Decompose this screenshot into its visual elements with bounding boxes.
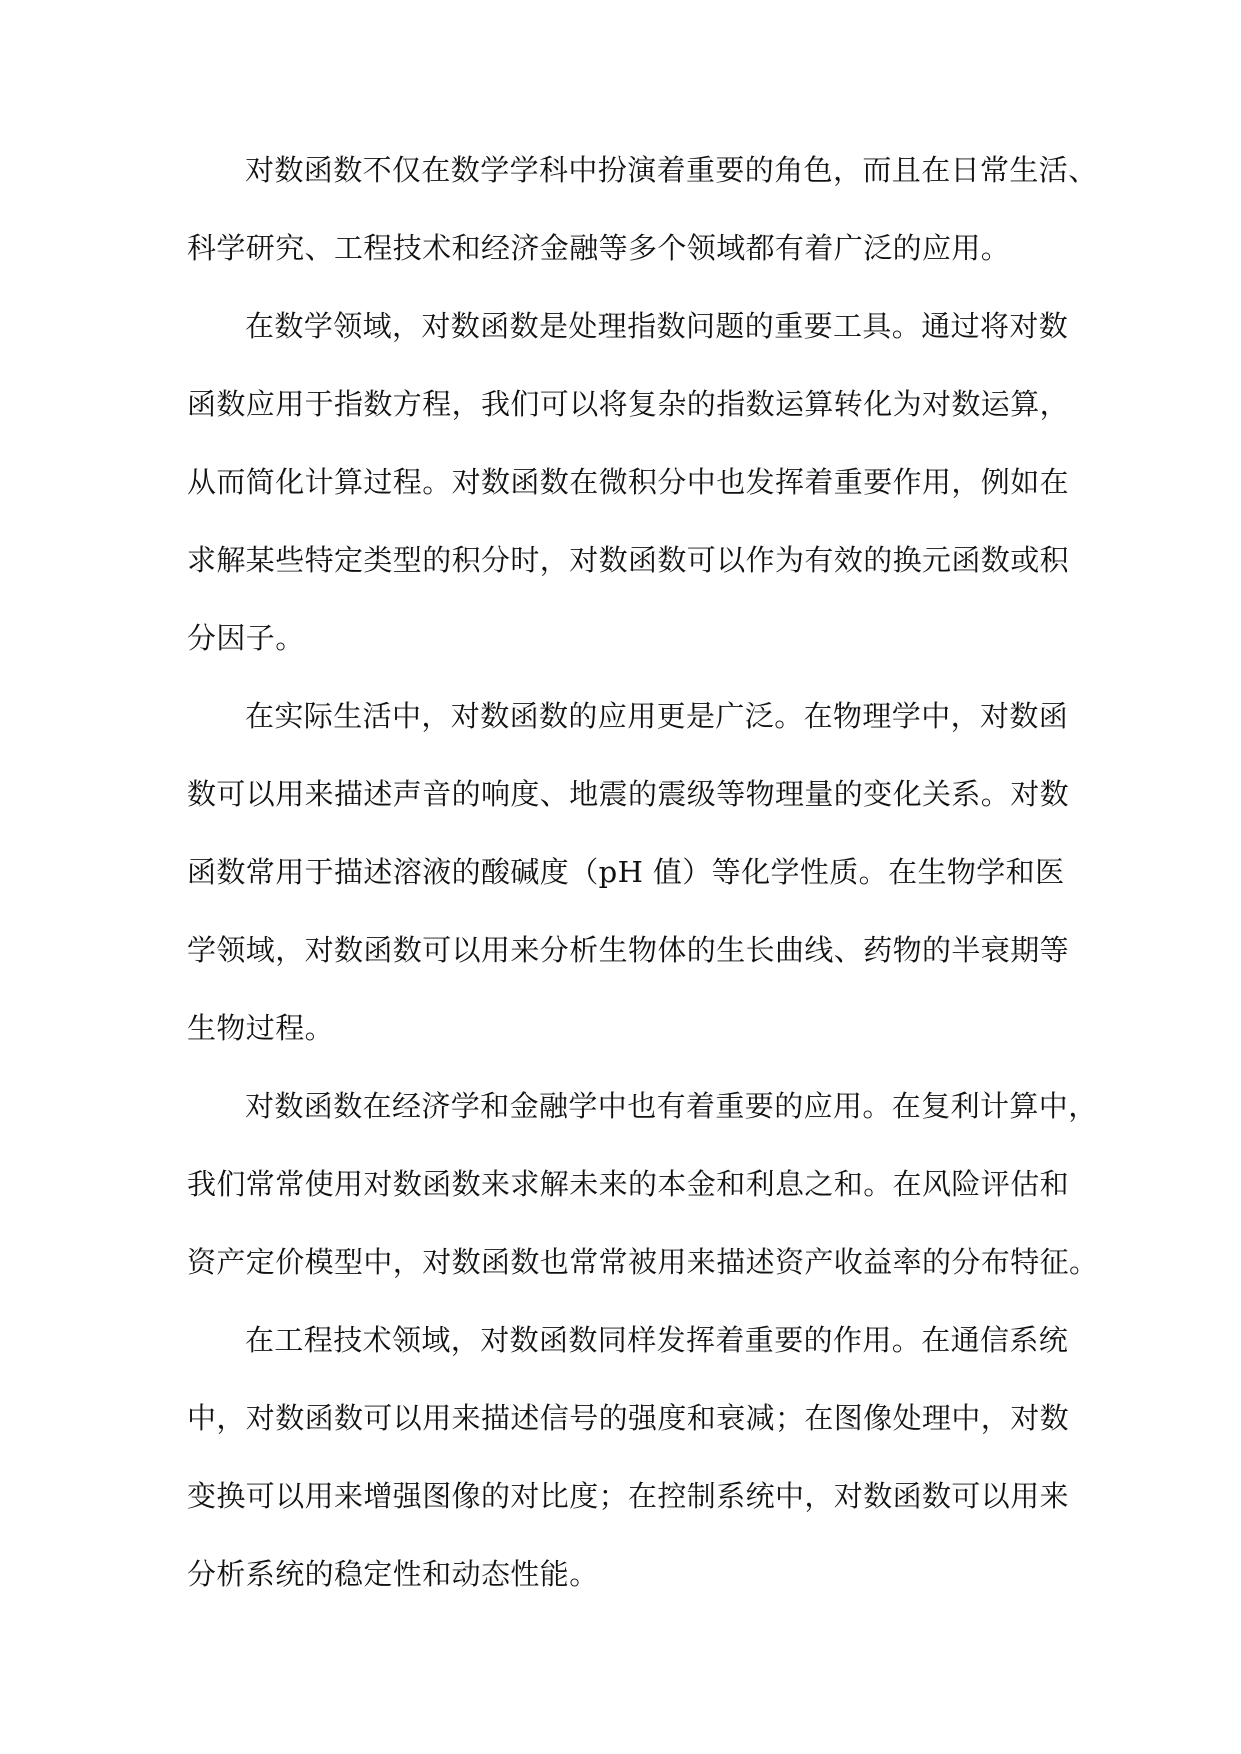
text-line: 在实际生活中，对数函数的应用更是广泛。在物理学中，对数函: [245, 699, 1069, 733]
text-line: 在工程技术领域，对数函数同样发挥着重要的作用。在通信系统: [245, 1323, 1069, 1357]
paragraph-3: [187, 685, 1070, 1075]
text-line: 生物过程。: [187, 1011, 335, 1045]
text-line: 我们常常使用对数函数来求解未来的本金和利息之和。在风险评估和: [187, 1167, 1070, 1201]
text-line: 分析系统的稳定性和动态性能。: [187, 1557, 599, 1591]
text-line: 从而简化计算过程。对数函数在微积分中也发挥着重要作用，例如在: [187, 465, 1070, 499]
text-line: 科学研究、工程技术和经济金融等多个领域都有着广泛的应用。: [187, 231, 1011, 265]
text-line: 数可以用来描述声音的响度、地震的震级等物理量的变化关系。对数: [187, 777, 1070, 811]
text-line: 分因子。: [187, 621, 305, 655]
text-line: 中，对数函数可以用来描述信号的强度和衰减；在图像处理中，对数: [187, 1401, 1070, 1435]
text-line: 学领域，对数函数可以用来分析生物体的生长曲线、药物的半衰期等: [187, 933, 1070, 967]
text-line: 求解某些特定类型的积分时，对数函数可以作为有效的换元函数或积: [187, 543, 1070, 577]
text-line: 对数函数在经济学和金融学中也有着重要的应用。在复利计算中，: [245, 1089, 1098, 1123]
document-body: [187, 139, 1099, 1621]
paragraph-2: [187, 295, 1070, 685]
paragraph-5: [187, 1309, 1070, 1621]
paragraph-1: [187, 139, 1098, 295]
paragraph-4: [187, 1075, 1099, 1309]
text-line: 在数学领域，对数函数是处理指数问题的重要工具。通过将对数: [245, 309, 1069, 343]
text-line: 函数应用于指数方程，我们可以将复杂的指数运算转化为对数运算，: [187, 387, 1070, 421]
text-line: 变换可以用来增强图像的对比度；在控制系统中，对数函数可以用来: [187, 1479, 1070, 1513]
text-line: 资产定价模型中，对数函数也常常被用来描述资产收益率的分布特征。: [187, 1245, 1099, 1279]
text-line: 对数函数不仅在数学学科中扮演着重要的角色，而且在日常生活、: [245, 153, 1098, 187]
text-line: 函数常用于描述溶液的酸碱度（pH 值）等化学性质。在生物学和医: [187, 855, 1065, 889]
